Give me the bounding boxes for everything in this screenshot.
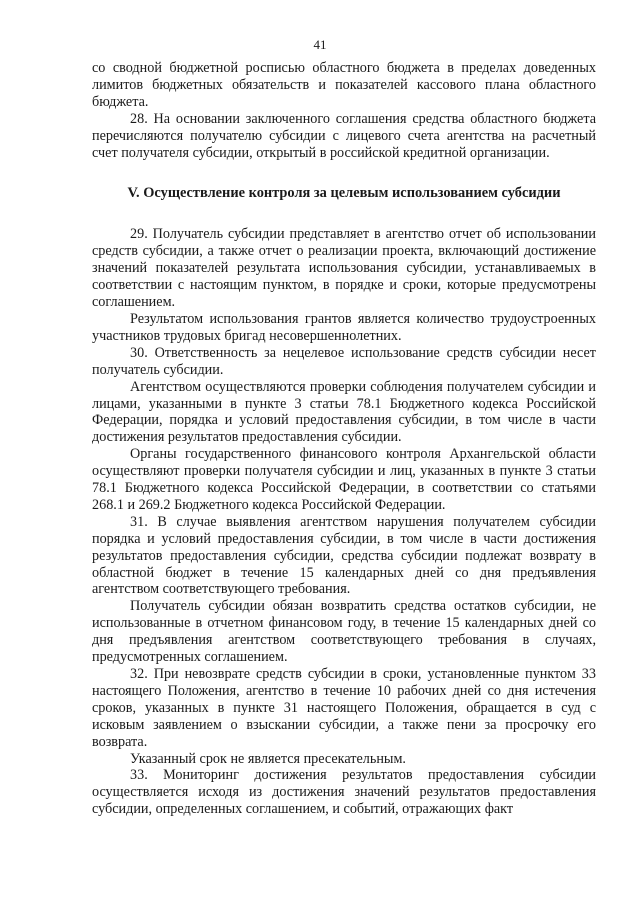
paragraph-31-remainder: Получатель субсидии обязан возвратить средства остатков субсидии, не использованные в отчетном финансовом году, в течение 15 календарных дней со дня предъявления агентством соответствующего требования в случаях, предусмотренных соглашением. [92,598,596,666]
paragraph-29-result: Результатом использования грантов является количество трудоустроенных участников трудовых бригад несовершеннолетних. [92,310,596,344]
document-body [92,60,596,818]
paragraph-31: 31. В случае выявления агентством нарушения получателем субсидии порядка и условий предоставления субсидии, в том числе в части достижения результатов предоставления субсидии, средства субсидии подлежат возврату в областной бюджет в течение 15 календарных дней со дня предъявления агентством соответствующего требования. [92,513,596,598]
paragraph-32-term-note: Указанный срок не является пресекательным. [130,750,406,767]
paragraph-30-financial-control: Органы государственного финансового контроля Архангельской области осуществляют проверки получателя субсидии и лиц, указанных в пункте 3 статьи 78.1 Бюджетного кодекса Российской Федерации, в соответствии со статьями 268.1 и 269.2 Бюджетного кодекса Российской Федерации. [92,446,596,513]
paragraph-30: 30. Ответственность за нецелевое использование средств субсидии несет получатель субсидии. [92,344,596,378]
paragraph-29: 29. Получатель субсидии представляет в агентство отчет об использовании средств субсидии, а также отчет о реализации проекта, включающий достижение значений показателей результата использования субсидии, устанавливаемых в соответствии с настоящим пунктом, в порядке и сроки, которые предусмотрены соглашением. [92,226,596,311]
section-title: V. Осуществление контроля за целевым использованием субсидии [127,185,561,202]
paragraph-28: 28. На основании заключенного соглашения средства областного бюджета перечисляются получателю субсидии с лицевого счета агентства на расчетный счет получателя субсидии, открытый в российской кредитной организации. [92,110,596,161]
paragraph-32: 32. При невозврате средств субсидии в сроки, установленные пунктом 33 настоящего Положения, агентство в течение 10 рабочих дней со дня истечения сроков, указанных в пункте 31 настоящего Положения, обращается в суд с исковым заявлением о взыскании субсидии, а также пени за просрочку его возврата. [92,666,596,750]
paragraph-continued: со сводной бюджетной росписью областного бюджета в пределах доведенных лимитов бюджетных обязательств и показателей кассового плана областного бюджета. [92,60,596,110]
page-number: 41 [313,37,327,52]
paragraph-33: 33. Мониторинг достижения результатов предоставления субсидии осуществляется исходя из достижения значений результатов предоставления субсидии, определенных соглашением, и событий, отражающих факт [92,767,596,818]
paragraph-30-agency-checks: Агентством осуществляются проверки соблюдения получателем субсидии и лицами, указанными в пункте 3 статьи 78.1 Бюджетного кодекса Российской Федерации, порядка и условий предоставления субсидии, в том числе в части достижения результатов предоставления субсидии. [92,378,596,446]
